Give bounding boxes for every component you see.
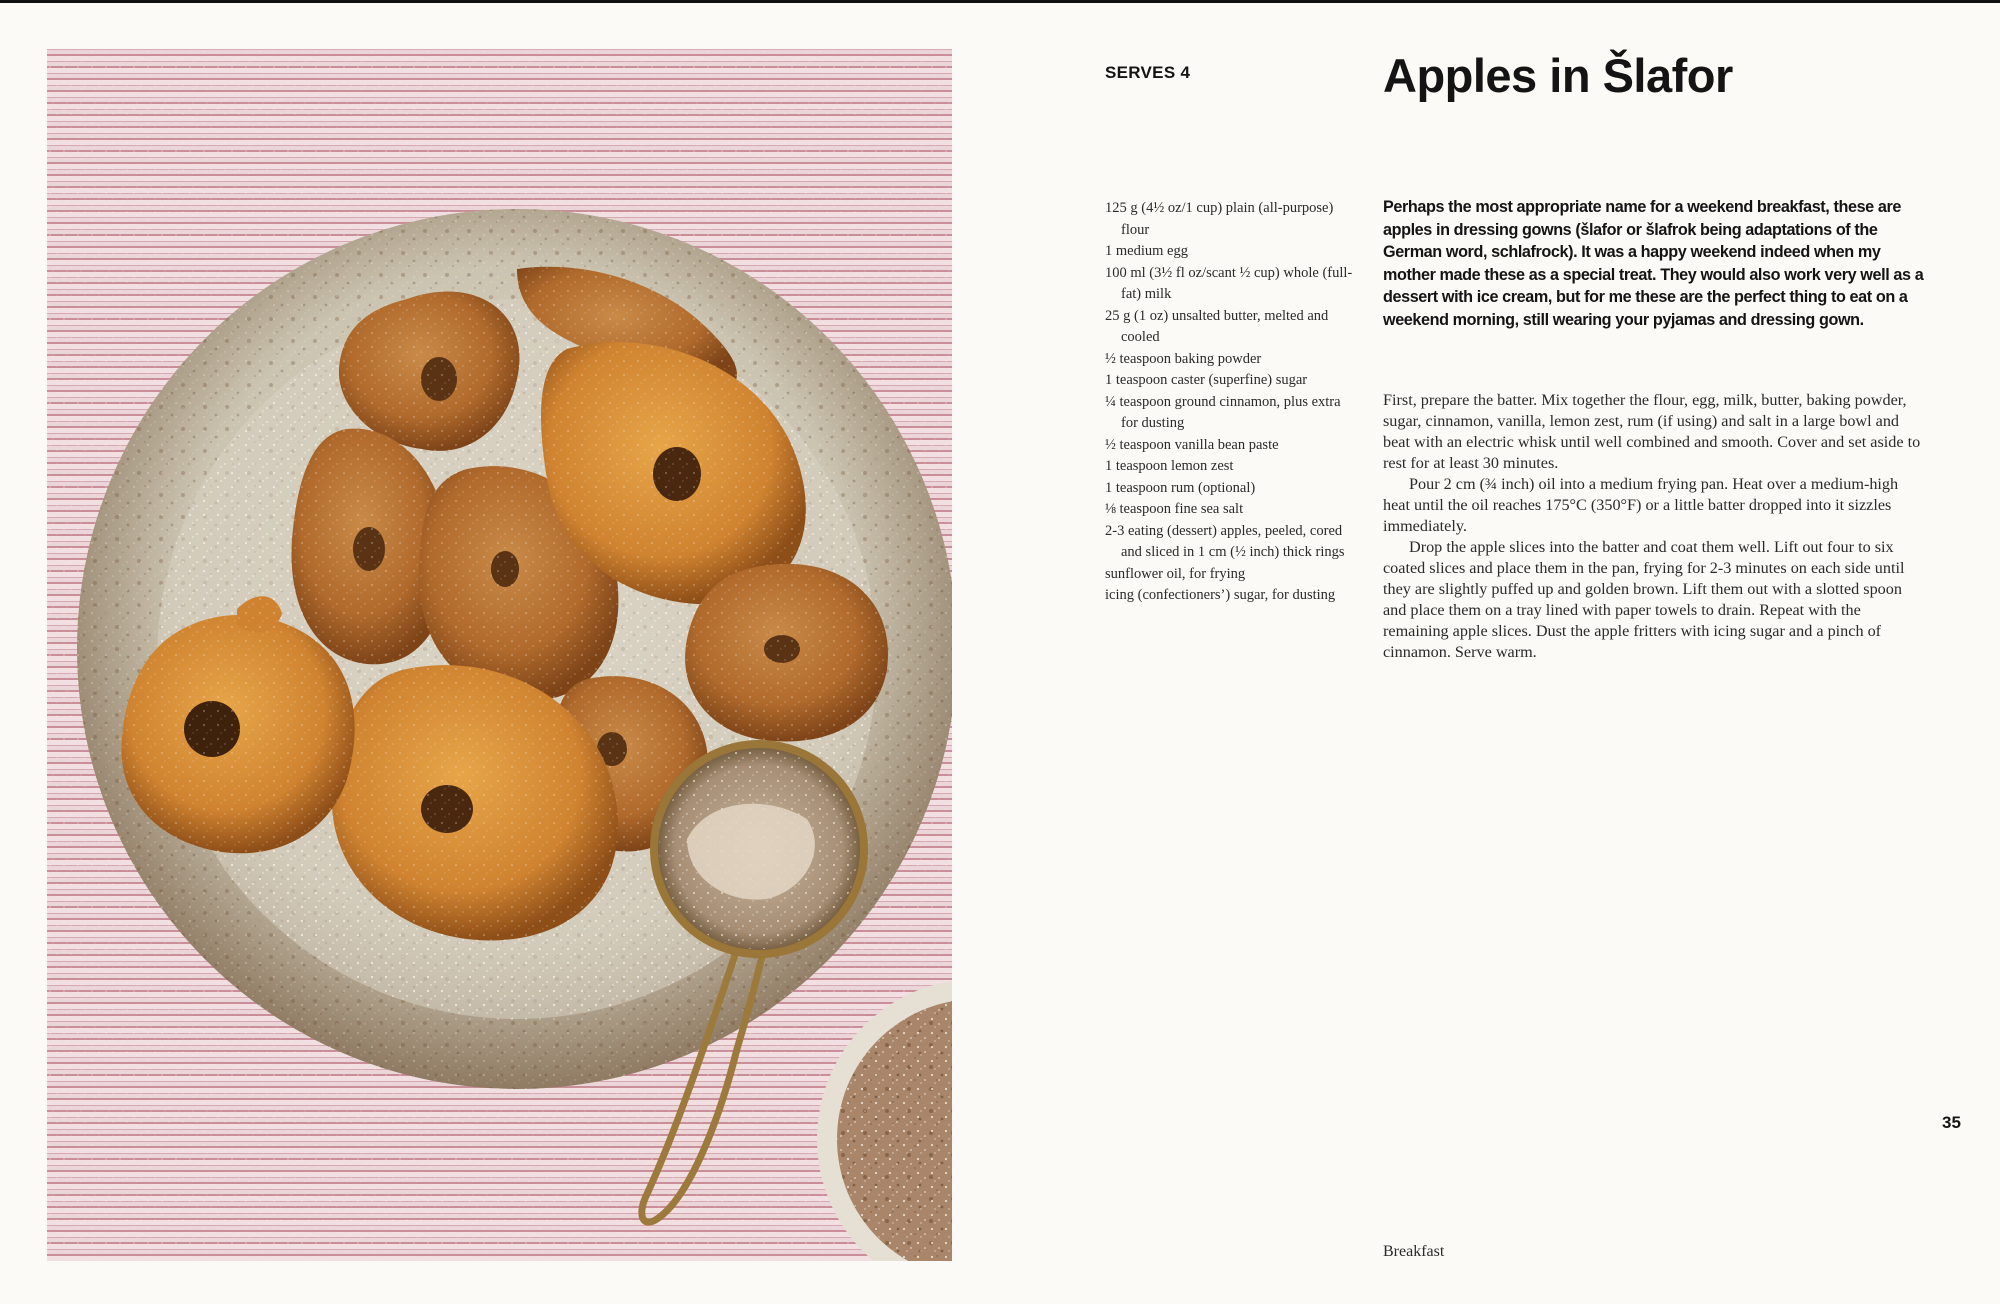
serves-label: SERVES 4 [1105,63,1191,82]
ingredient-item: icing (confectioners’) sugar, for dusting [1105,587,1336,603]
recipe-intro: Perhaps the most appropriate name for a weekend breakfast, these are apples in dressing gowns (šlafor or šlafrok being adaptations of the German word, schlafrock). It was a happy weekend indeed when my mother made these as a special treat. They would also work very well as a dessert with ice cream, but for me these are the perfect thing to eat on a weekend morning, still wearing your pyjamas and dressing gown. [1383,198,1924,329]
ingredients-list [1105,198,1355,607]
ingredient-item: sunflower oil, for frying [1105,565,1246,582]
ingredient-item: ¼ teaspoon ground cinnamon, plus extra for dusting [1105,393,1341,431]
ingredient-item: 1 medium egg [1105,243,1188,259]
ingredient-item: 1 teaspoon lemon zest [1105,458,1234,474]
ingredient-item: ½ teaspoon vanilla bean paste [1105,436,1279,453]
ingredient-item: 1 teaspoon rum (optional) [1105,479,1256,496]
method-step: First, prepare the batter. Mix together the flour, egg, milk, butter, baking powder, sugar, cinnamon, vanilla, lemon zest, rum (if using) and salt in a large bowl and beat with an electric whisk until well combined and smooth. Cover and set aside to rest for at least 30 minutes. [1383,391,1921,472]
method-step: Drop the apple slices into the batter and coat them well. Lift out four to six coated slices and place them in the pan, frying for 2-3 minutes on each side until they are slightly puffed up and golden brown. Lift them out with a slotted spoon and place them on a tray lined with paper towels to drain. Repeat with the remaining apple slices. Dust the apple fritters with icing sugar and a pinch of cinnamon. Serve warm. [1383,538,1905,661]
method-step: Pour 2 cm (¾ inch) oil into a medium frying pan. Heat over a medium-high heat until the oil reaches 175°C (350°F) or a little batter dropped into it sizzles immediately. [1383,475,1899,535]
section-name: Breakfast [1383,1243,1445,1260]
top-border [0,0,2000,3]
ingredient-item: 100 ml (3½ fl oz/scant ½ cup) whole (full-fat) milk [1105,264,1353,302]
ingredient-item: 1 teaspoon caster (superfine) sugar [1105,372,1308,388]
ingredient-item: 125 g (4½ oz/1 cup) plain (all-purpose) flour [1105,200,1334,238]
recipe-title: Apples in Šlafor [1383,49,1733,102]
method-section [1383,390,1928,663]
ingredient-item: 25 g (1 oz) unsalted butter, melted and cooled [1105,307,1329,345]
page-number: 35 [1942,1113,1961,1132]
recipe-photo [47,49,952,1261]
ingredient-item: 2-3 eating (dessert) apples, peeled, cored and sliced in 1 cm (½ inch) thick rings [1105,522,1345,560]
ingredient-item: ½ teaspoon baking powder [1105,350,1262,367]
ingredient-item: ⅛ teaspoon fine sea salt [1105,501,1244,517]
